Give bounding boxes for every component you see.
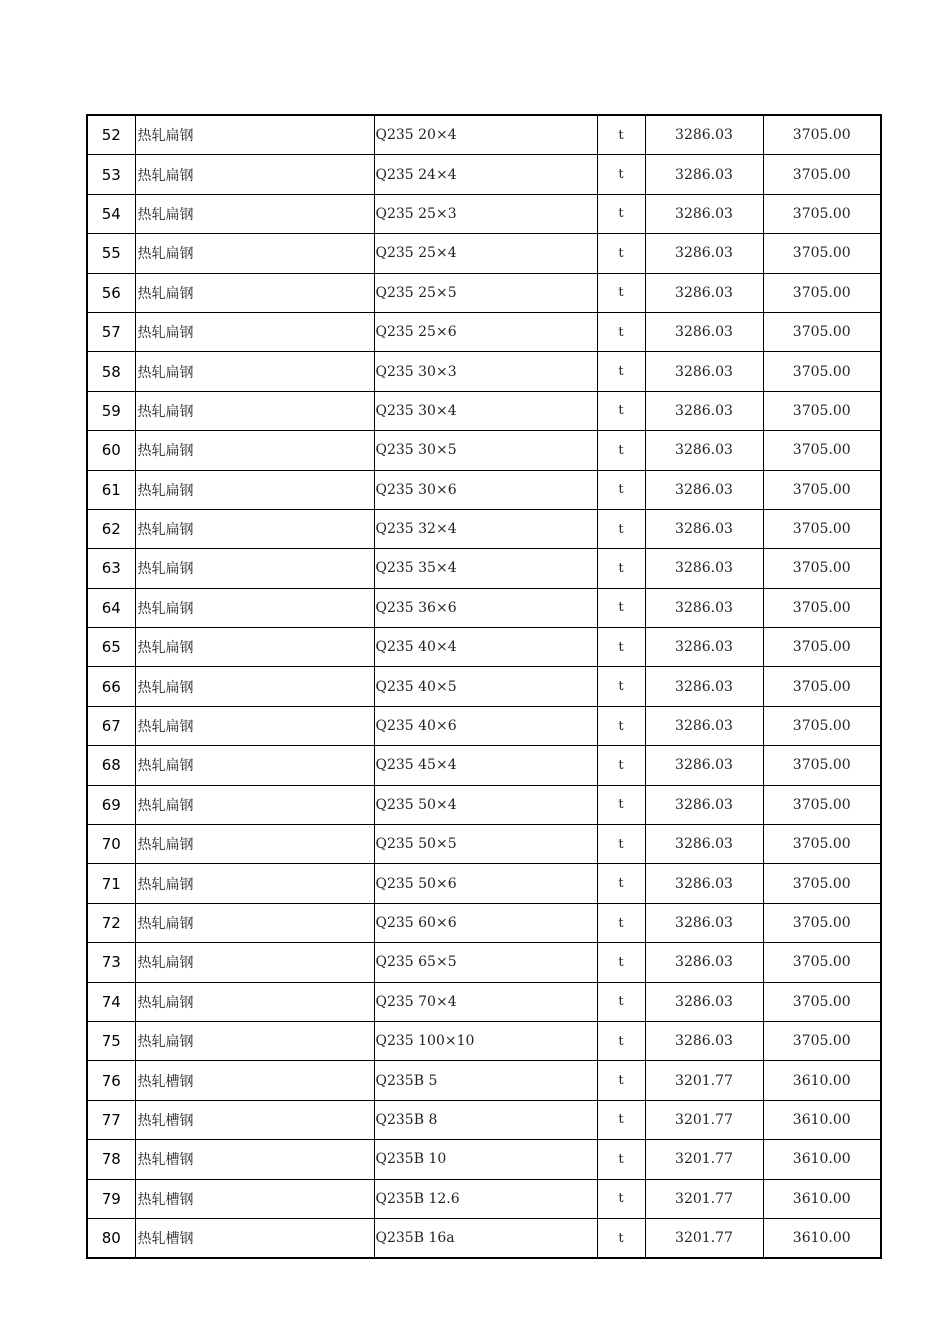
material-name-cell: 热轧扁钢 <box>135 746 374 785</box>
price-including-tax-cell: 3705.00 <box>763 509 881 548</box>
price-including-tax-cell: 3705.00 <box>763 588 881 627</box>
price-excluding-tax-cell: 3286.03 <box>645 903 763 942</box>
unit-cell: t <box>597 667 645 706</box>
specification-cell: Q235 100×10 <box>374 1021 597 1060</box>
table-row <box>87 864 881 903</box>
unit-cell: t <box>597 785 645 824</box>
material-name-cell: 热轧槽钢 <box>135 1061 374 1100</box>
row-number-cell: 52 <box>87 115 135 155</box>
unit-cell: t <box>597 115 645 155</box>
row-number-cell: 77 <box>87 1100 135 1139</box>
table-body <box>87 115 881 1258</box>
price-excluding-tax-cell: 3286.03 <box>645 943 763 982</box>
price-excluding-tax-cell: 3286.03 <box>645 352 763 391</box>
row-number-cell: 58 <box>87 352 135 391</box>
specification-cell: Q235 60×6 <box>374 903 597 942</box>
table-row <box>87 1218 881 1258</box>
unit-cell: t <box>597 312 645 351</box>
price-excluding-tax-cell: 3286.03 <box>645 431 763 470</box>
unit-cell: t <box>597 1061 645 1100</box>
table-row <box>87 588 881 627</box>
unit-cell: t <box>597 588 645 627</box>
price-including-tax-cell: 3705.00 <box>763 864 881 903</box>
material-name-cell: 热轧扁钢 <box>135 864 374 903</box>
material-name-cell: 热轧扁钢 <box>135 706 374 745</box>
specification-cell: Q235 36×6 <box>374 588 597 627</box>
table-row <box>87 1021 881 1060</box>
specification-cell: Q235B 10 <box>374 1140 597 1179</box>
specification-cell: Q235 30×6 <box>374 470 597 509</box>
unit-cell: t <box>597 1179 645 1218</box>
unit-cell: t <box>597 352 645 391</box>
unit-cell: t <box>597 628 645 667</box>
table-row <box>87 825 881 864</box>
unit-cell: t <box>597 943 645 982</box>
table-row <box>87 391 881 430</box>
price-including-tax-cell: 3705.00 <box>763 825 881 864</box>
price-excluding-tax-cell: 3286.03 <box>645 509 763 548</box>
material-name-cell: 热轧扁钢 <box>135 588 374 627</box>
price-including-tax-cell: 3705.00 <box>763 194 881 233</box>
price-excluding-tax-cell: 3201.77 <box>645 1179 763 1218</box>
price-including-tax-cell: 3610.00 <box>763 1100 881 1139</box>
row-number-cell: 79 <box>87 1179 135 1218</box>
specification-cell: Q235 24×4 <box>374 155 597 194</box>
price-including-tax-cell: 3705.00 <box>763 746 881 785</box>
row-number-cell: 67 <box>87 706 135 745</box>
unit-cell: t <box>597 1218 645 1258</box>
table-row <box>87 312 881 351</box>
table-row <box>87 1100 881 1139</box>
row-number-cell: 54 <box>87 194 135 233</box>
table-row <box>87 273 881 312</box>
row-number-cell: 73 <box>87 943 135 982</box>
material-name-cell: 热轧槽钢 <box>135 1179 374 1218</box>
material-name-cell: 热轧扁钢 <box>135 115 374 155</box>
price-excluding-tax-cell: 3286.03 <box>645 115 763 155</box>
unit-cell: t <box>597 470 645 509</box>
price-including-tax-cell: 3705.00 <box>763 785 881 824</box>
table-row <box>87 667 881 706</box>
table-row <box>87 234 881 273</box>
row-number-cell: 78 <box>87 1140 135 1179</box>
row-number-cell: 66 <box>87 667 135 706</box>
unit-cell: t <box>597 1021 645 1060</box>
price-table <box>86 114 882 1259</box>
table-row <box>87 1179 881 1218</box>
table-row <box>87 1140 881 1179</box>
price-excluding-tax-cell: 3201.77 <box>645 1100 763 1139</box>
price-excluding-tax-cell: 3286.03 <box>645 312 763 351</box>
row-number-cell: 53 <box>87 155 135 194</box>
price-excluding-tax-cell: 3286.03 <box>645 864 763 903</box>
table-row <box>87 352 881 391</box>
unit-cell: t <box>597 234 645 273</box>
row-number-cell: 63 <box>87 549 135 588</box>
specification-cell: Q235 40×4 <box>374 628 597 667</box>
table-row <box>87 155 881 194</box>
material-name-cell: 热轧扁钢 <box>135 431 374 470</box>
table-row <box>87 509 881 548</box>
material-name-cell: 热轧槽钢 <box>135 1140 374 1179</box>
price-excluding-tax-cell: 3286.03 <box>645 706 763 745</box>
price-including-tax-cell: 3705.00 <box>763 352 881 391</box>
material-name-cell: 热轧扁钢 <box>135 194 374 233</box>
price-excluding-tax-cell: 3286.03 <box>645 746 763 785</box>
specification-cell: Q235 50×5 <box>374 825 597 864</box>
row-number-cell: 71 <box>87 864 135 903</box>
price-including-tax-cell: 3610.00 <box>763 1140 881 1179</box>
unit-cell: t <box>597 194 645 233</box>
table-row <box>87 982 881 1021</box>
price-including-tax-cell: 3705.00 <box>763 155 881 194</box>
row-number-cell: 60 <box>87 431 135 470</box>
price-including-tax-cell: 3705.00 <box>763 234 881 273</box>
price-excluding-tax-cell: 3286.03 <box>645 155 763 194</box>
price-excluding-tax-cell: 3286.03 <box>645 234 763 273</box>
price-including-tax-cell: 3705.00 <box>763 982 881 1021</box>
unit-cell: t <box>597 1140 645 1179</box>
row-number-cell: 70 <box>87 825 135 864</box>
price-excluding-tax-cell: 3201.77 <box>645 1061 763 1100</box>
table-row <box>87 943 881 982</box>
material-name-cell: 热轧扁钢 <box>135 1021 374 1060</box>
specification-cell: Q235 70×4 <box>374 982 597 1021</box>
table-row <box>87 785 881 824</box>
material-name-cell: 热轧扁钢 <box>135 234 374 273</box>
table-row <box>87 115 881 155</box>
material-name-cell: 热轧扁钢 <box>135 785 374 824</box>
specification-cell: Q235B 5 <box>374 1061 597 1100</box>
unit-cell: t <box>597 509 645 548</box>
specification-cell: Q235 30×3 <box>374 352 597 391</box>
material-name-cell: 热轧扁钢 <box>135 982 374 1021</box>
unit-cell: t <box>597 982 645 1021</box>
table-row <box>87 746 881 785</box>
price-including-tax-cell: 3610.00 <box>763 1061 881 1100</box>
specification-cell: Q235 40×6 <box>374 706 597 745</box>
price-including-tax-cell: 3705.00 <box>763 628 881 667</box>
table-row <box>87 549 881 588</box>
specification-cell: Q235 30×4 <box>374 391 597 430</box>
specification-cell: Q235 65×5 <box>374 943 597 982</box>
material-name-cell: 热轧槽钢 <box>135 1218 374 1258</box>
specification-cell: Q235 30×5 <box>374 431 597 470</box>
price-excluding-tax-cell: 3286.03 <box>645 628 763 667</box>
unit-cell: t <box>597 155 645 194</box>
row-number-cell: 74 <box>87 982 135 1021</box>
table-row <box>87 194 881 233</box>
row-number-cell: 80 <box>87 1218 135 1258</box>
price-including-tax-cell: 3705.00 <box>763 273 881 312</box>
material-name-cell: 热轧扁钢 <box>135 470 374 509</box>
unit-cell: t <box>597 1100 645 1139</box>
price-including-tax-cell: 3705.00 <box>763 431 881 470</box>
specification-cell: Q235 50×6 <box>374 864 597 903</box>
specification-cell: Q235B 12.6 <box>374 1179 597 1218</box>
unit-cell: t <box>597 431 645 470</box>
row-number-cell: 57 <box>87 312 135 351</box>
table-row <box>87 706 881 745</box>
row-number-cell: 55 <box>87 234 135 273</box>
row-number-cell: 69 <box>87 785 135 824</box>
material-name-cell: 热轧扁钢 <box>135 155 374 194</box>
price-excluding-tax-cell: 3286.03 <box>645 273 763 312</box>
table-row <box>87 470 881 509</box>
material-name-cell: 热轧扁钢 <box>135 903 374 942</box>
material-name-cell: 热轧扁钢 <box>135 825 374 864</box>
price-excluding-tax-cell: 3286.03 <box>645 785 763 824</box>
table-row <box>87 1061 881 1100</box>
unit-cell: t <box>597 825 645 864</box>
price-including-tax-cell: 3705.00 <box>763 312 881 351</box>
price-including-tax-cell: 3705.00 <box>763 391 881 430</box>
price-including-tax-cell: 3610.00 <box>763 1179 881 1218</box>
unit-cell: t <box>597 273 645 312</box>
specification-cell: Q235 25×6 <box>374 312 597 351</box>
row-number-cell: 62 <box>87 509 135 548</box>
material-name-cell: 热轧扁钢 <box>135 549 374 588</box>
price-including-tax-cell: 3705.00 <box>763 706 881 745</box>
price-including-tax-cell: 3705.00 <box>763 943 881 982</box>
specification-cell: Q235B 16a <box>374 1218 597 1258</box>
material-name-cell: 热轧扁钢 <box>135 312 374 351</box>
price-excluding-tax-cell: 3286.03 <box>645 982 763 1021</box>
row-number-cell: 65 <box>87 628 135 667</box>
material-name-cell: 热轧扁钢 <box>135 628 374 667</box>
price-excluding-tax-cell: 3286.03 <box>645 391 763 430</box>
table-row <box>87 431 881 470</box>
material-name-cell: 热轧槽钢 <box>135 1100 374 1139</box>
row-number-cell: 72 <box>87 903 135 942</box>
unit-cell: t <box>597 391 645 430</box>
price-excluding-tax-cell: 3286.03 <box>645 1021 763 1060</box>
unit-cell: t <box>597 864 645 903</box>
price-excluding-tax-cell: 3286.03 <box>645 549 763 588</box>
price-excluding-tax-cell: 3286.03 <box>645 667 763 706</box>
price-including-tax-cell: 3705.00 <box>763 549 881 588</box>
price-including-tax-cell: 3705.00 <box>763 1021 881 1060</box>
specification-cell: Q235 32×4 <box>374 509 597 548</box>
specification-cell: Q235 40×5 <box>374 667 597 706</box>
unit-cell: t <box>597 706 645 745</box>
row-number-cell: 61 <box>87 470 135 509</box>
material-name-cell: 热轧扁钢 <box>135 667 374 706</box>
row-number-cell: 64 <box>87 588 135 627</box>
price-including-tax-cell: 3705.00 <box>763 470 881 509</box>
price-excluding-tax-cell: 3286.03 <box>645 588 763 627</box>
material-name-cell: 热轧扁钢 <box>135 352 374 391</box>
price-including-tax-cell: 3705.00 <box>763 667 881 706</box>
material-name-cell: 热轧扁钢 <box>135 391 374 430</box>
unit-cell: t <box>597 903 645 942</box>
specification-cell: Q235 25×5 <box>374 273 597 312</box>
specification-cell: Q235 25×3 <box>374 194 597 233</box>
row-number-cell: 75 <box>87 1021 135 1060</box>
specification-cell: Q235 50×4 <box>374 785 597 824</box>
specification-cell: Q235 35×4 <box>374 549 597 588</box>
material-name-cell: 热轧扁钢 <box>135 509 374 548</box>
table-row <box>87 903 881 942</box>
price-excluding-tax-cell: 3286.03 <box>645 825 763 864</box>
specification-cell: Q235 20×4 <box>374 115 597 155</box>
unit-cell: t <box>597 746 645 785</box>
unit-cell: t <box>597 549 645 588</box>
specification-cell: Q235 45×4 <box>374 746 597 785</box>
row-number-cell: 76 <box>87 1061 135 1100</box>
material-name-cell: 热轧扁钢 <box>135 273 374 312</box>
row-number-cell: 68 <box>87 746 135 785</box>
specification-cell: Q235B 8 <box>374 1100 597 1139</box>
specification-cell: Q235 25×4 <box>374 234 597 273</box>
price-excluding-tax-cell: 3286.03 <box>645 470 763 509</box>
price-excluding-tax-cell: 3201.77 <box>645 1140 763 1179</box>
price-excluding-tax-cell: 3286.03 <box>645 194 763 233</box>
material-name-cell: 热轧扁钢 <box>135 943 374 982</box>
price-including-tax-cell: 3705.00 <box>763 903 881 942</box>
row-number-cell: 56 <box>87 273 135 312</box>
price-excluding-tax-cell: 3201.77 <box>645 1218 763 1258</box>
price-including-tax-cell: 3610.00 <box>763 1218 881 1258</box>
table-row <box>87 628 881 667</box>
price-including-tax-cell: 3705.00 <box>763 115 881 155</box>
row-number-cell: 59 <box>87 391 135 430</box>
